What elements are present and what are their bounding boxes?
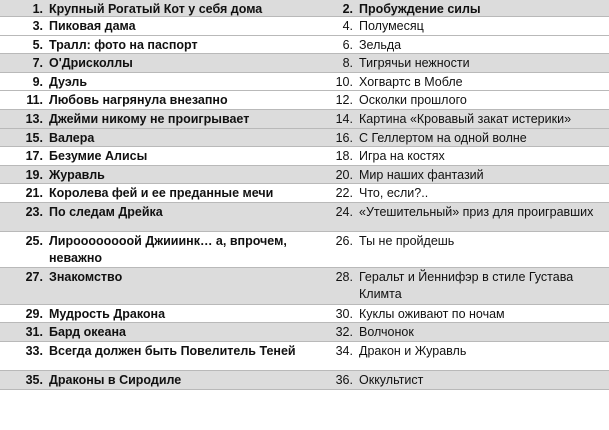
item-number: 18. — [335, 149, 353, 163]
left-cell — [0, 73, 335, 90]
item-title: Безумие Алисы — [49, 149, 148, 163]
item-title: Игра на костях — [359, 149, 445, 163]
item-number: 36. — [335, 373, 353, 387]
left-cell — [0, 17, 335, 35]
table-row — [0, 268, 609, 305]
left-cell — [0, 147, 335, 165]
item-number: 11. — [26, 93, 43, 107]
item-title: Знакомство — [49, 270, 123, 284]
item-number: 27. — [25, 270, 43, 284]
left-cell — [0, 342, 335, 370]
item-number: 13. — [25, 112, 43, 126]
item-number: 24. — [335, 205, 353, 219]
item-title: Драконы в Сиродиле — [49, 373, 182, 387]
table-row — [0, 305, 609, 323]
left-cell — [0, 268, 335, 304]
table-row — [0, 342, 609, 371]
item-title: Пиковая дама — [49, 19, 136, 33]
right-cell — [335, 184, 609, 202]
item-title: Тигрячьи нежности — [359, 56, 470, 70]
right-cell — [335, 232, 609, 267]
item-title: Пробуждение силы — [359, 2, 481, 16]
right-cell — [335, 166, 609, 183]
item-number: 5. — [32, 38, 43, 52]
right-cell — [335, 54, 609, 72]
left-cell — [0, 0, 335, 16]
item-title: Осколки прошлого — [359, 93, 467, 107]
item-number: 25. — [25, 234, 43, 248]
left-cell — [0, 371, 335, 389]
table-row — [0, 323, 609, 342]
item-title: Любовь нагрянула внезапно — [49, 93, 228, 107]
item-title: Что, если?.. — [359, 186, 429, 200]
item-number: 4. — [342, 19, 353, 33]
right-cell — [335, 36, 609, 53]
left-cell — [0, 36, 335, 53]
right-cell — [335, 147, 609, 165]
item-title: Тралл: фото на паспорт — [49, 38, 198, 52]
right-cell — [335, 268, 609, 304]
item-title: Ты не пройдешь — [359, 234, 455, 248]
right-cell — [335, 323, 609, 341]
table-row — [0, 232, 609, 268]
item-number: 8. — [342, 56, 353, 70]
table-row — [0, 73, 609, 91]
item-title: Валера — [49, 131, 95, 145]
left-cell — [0, 323, 335, 341]
left-cell — [0, 91, 335, 109]
item-number: 15. — [25, 131, 43, 145]
item-title: Волчонок — [359, 325, 414, 339]
item-number: 1. — [32, 2, 43, 16]
item-number: 20. — [335, 168, 353, 182]
item-number: 32. — [335, 325, 353, 339]
item-title: Хогвартс в Мобле — [359, 75, 463, 89]
right-cell — [335, 110, 609, 128]
item-title: Картина «Кровавый закат истерики» — [359, 112, 572, 126]
item-number: 10. — [335, 75, 353, 89]
left-cell — [0, 129, 335, 146]
item-title: О'Дрисколлы — [49, 56, 133, 70]
table-row — [0, 184, 609, 203]
table-row — [0, 166, 609, 184]
item-number: 31. — [25, 325, 43, 339]
item-title: Мудрость Дракона — [49, 307, 166, 321]
item-number: 22. — [335, 186, 353, 200]
item-number: 28. — [335, 270, 353, 284]
item-title: По следам Дрейка — [49, 205, 163, 219]
right-cell — [335, 91, 609, 109]
right-cell — [335, 73, 609, 90]
left-cell — [0, 203, 335, 231]
item-title: Всегда должен быть Повелитель Теней — [49, 344, 296, 358]
item-title: Королева фей и ее преданные мечи — [49, 186, 274, 200]
item-number: 6. — [342, 38, 353, 52]
item-title: «Утешительный» приз для проигравших — [359, 205, 594, 219]
right-cell — [335, 0, 609, 16]
left-cell — [0, 305, 335, 322]
item-number: 23. — [25, 205, 43, 219]
table-row — [0, 147, 609, 166]
table-row — [0, 110, 609, 129]
left-cell — [0, 166, 335, 183]
item-title: С Геллертом на одной волне — [359, 131, 527, 145]
left-cell — [0, 232, 335, 267]
item-title: Зельда — [359, 38, 402, 52]
item-number: 7. — [32, 56, 43, 70]
right-cell — [335, 305, 609, 322]
right-cell — [335, 129, 609, 146]
item-number: 9. — [32, 75, 43, 89]
item-title: Дуэль — [49, 75, 88, 89]
item-number: 35. — [25, 373, 43, 387]
item-number: 19. — [25, 168, 43, 182]
table-row — [0, 54, 609, 73]
left-cell — [0, 184, 335, 202]
table-row — [0, 36, 609, 54]
item-title: Дракон и Журавль — [359, 344, 467, 358]
table-row — [0, 203, 609, 232]
table-row — [0, 0, 609, 17]
item-number: 12. — [335, 93, 353, 107]
item-number: 29. — [25, 307, 43, 321]
item-number: 14. — [335, 112, 353, 126]
right-cell — [335, 371, 609, 389]
item-title: Крупный Рогатый Кот у себя дома — [49, 2, 263, 16]
item-number: 30. — [335, 307, 353, 321]
item-title: Мир наших фантазий — [359, 168, 484, 182]
item-title: Оккультист — [359, 373, 424, 387]
left-cell — [0, 110, 335, 128]
item-number: 16. — [335, 131, 353, 145]
item-number: 2. — [342, 2, 353, 16]
right-cell — [335, 203, 609, 231]
item-title: Джейми никому не проигрывает — [49, 112, 250, 126]
item-title: Бард океана — [49, 325, 126, 339]
table-row — [0, 17, 609, 36]
item-title: Куклы оживают по ночам — [359, 307, 505, 321]
item-title: Полумесяц — [359, 19, 424, 33]
item-title: Журавль — [49, 168, 105, 182]
table-row — [0, 129, 609, 147]
table-row — [0, 91, 609, 110]
item-number: 34. — [335, 344, 353, 358]
right-cell — [335, 17, 609, 35]
item-number: 17. — [25, 149, 43, 163]
item-number: 26. — [335, 234, 353, 248]
item-title: Геральт и Йеннифэр в стиле Густава Климта — [359, 270, 574, 301]
table-row — [0, 371, 609, 390]
right-cell — [335, 342, 609, 370]
item-number: 3. — [32, 19, 43, 33]
item-number: 21. — [25, 186, 43, 200]
left-cell — [0, 54, 335, 72]
item-title: Лироооооооой Джииинк… а, впрочем, неважно — [49, 234, 287, 265]
item-number: 33. — [25, 344, 43, 358]
